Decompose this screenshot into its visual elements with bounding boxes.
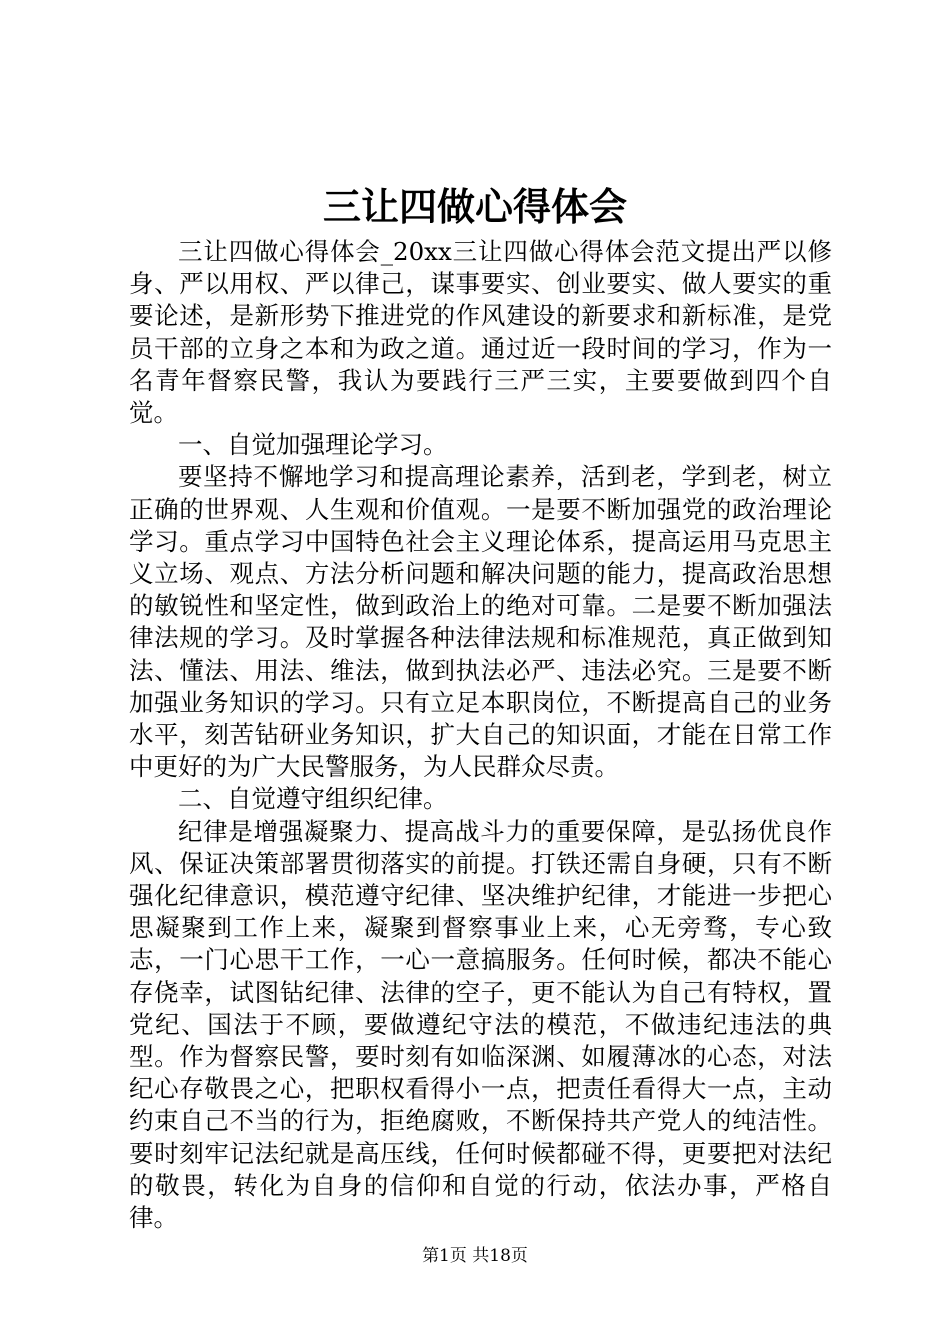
document-body [129, 236, 832, 1234]
section-heading-1: 一、自觉加强理论学习。 [178, 430, 448, 460]
section-paragraph-1: 要坚持不懈地学习和提高理论素养，活到老，学到老，树立正确的世界观、人生观和价值观。一是要不断加强党的政治理论学习。重点学习中国特色社会主义理论体系，提高运用马克思主义立场、观点、方法分析问题和解决问题的能力，提高政治思想的敏锐性和坚定性，做到政治上的绝对可靠。二是要不断加强法律法规的学习。及时掌握各种法律法规和标准规范，真正做到知法、懂法、用法、维法，做到执法必严、违法必究。三是要不断加强业务知识的学习。只有立足本职岗位，不断提高自己的业务水平，刻苦钻研业务知识，扩大自己的知识面，才能在日常工作中更好的为广大民警服务，为人民群众尽责。 [129, 462, 832, 782]
intro-paragraph: 三让四做心得体会_20xx三让四做心得体会范文提出严以修身、严以用权、严以律己，谋事要实、创业要实、做人要实的重要论述，是新形势下推进党的作风建设的新要求和新标准，是党员干部的立身之本和为政之道。通过近一段时间的学习，作为一名青年督察民警，我认为要践行三严三实，主要要做到四个自觉。 [129, 237, 832, 428]
page-number-footer: 第1页 共18页 [422, 1246, 528, 1266]
document-title: 三让四做心得体会 [322, 185, 627, 229]
section-heading-2: 二、自觉遵守组织纪律。 [178, 784, 448, 814]
section-paragraph-2: 纪律是增强凝聚力、提高战斗力的重要保障，是弘扬优良作风、保证决策部署贯彻落实的前提。打铁还需自身硬，只有不断强化纪律意识，模范遵守纪律、坚决维护纪律，才能进一步把心思凝聚到工作上来，凝聚到督察事业上来，心无旁骛，专心致志，一门心思干工作，一心一意搞服务。任何时候，都决不能心存侥幸，试图钻纪律、法律的空子，更不能认为自己有特权，置党纪、国法于不顾，要做遵纪守法的模范，不做违纪违法的典型。作为督察民警，要时刻有如临深渊、如履薄冰的心态，对法纪心存敬畏之心，把职权看得小一点，把责任看得大一点，主动约束自己不当的行为，拒绝腐败，不断保持共产党人的纯洁性。要时刻牢记法纪就是高压线，任何时候都碰不得，更要把对法纪的敬畏，转化为自身的信仰和自觉的行动，依法办事，严格自律。 [129, 816, 832, 1233]
